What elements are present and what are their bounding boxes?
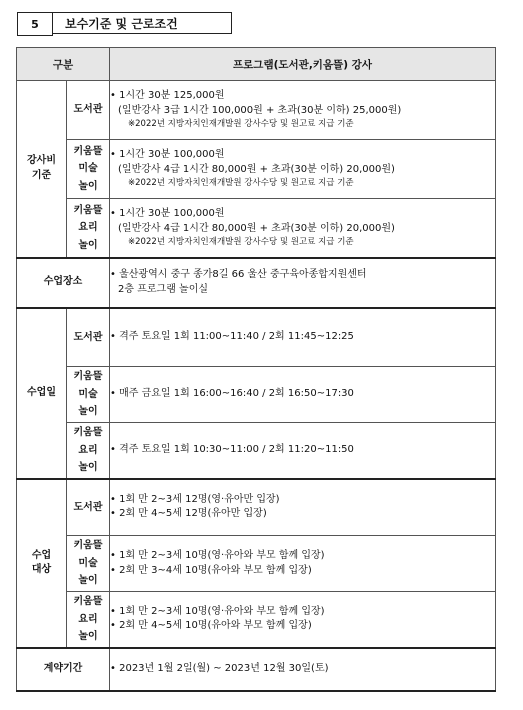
- table-header-row: [17, 48, 496, 81]
- target-label: 수업 대상: [17, 479, 67, 648]
- days-sub-cook: 키움뜰 요리 놀이: [67, 423, 110, 479]
- pay-content-cook: • 1시간 30분 100,000원 (일반강사 4급 1시간 80,000원 + 초과(30분 이하) 20,000원) ※2022년 지방자치인재개발원 강사수당 및 원고료 지급 기준: [110, 199, 496, 258]
- pay-sub-art: 키움뜰 미술 놀이: [67, 140, 110, 199]
- section-number: 5: [17, 12, 53, 36]
- header-category: 구분: [17, 48, 110, 81]
- header-program: 프로그램(도서관,키움뜰) 강사: [110, 48, 496, 81]
- table-row: [17, 479, 496, 536]
- target-content-art: • 1회 만 2~3세 10명(영·유아와 부모 함께 입장) • 2회 만 3~4세 10명(유아와 부모 함께 입장): [110, 536, 496, 592]
- table-row: [17, 199, 496, 258]
- pay-sub-cook: 키움뜰 요리 놀이: [67, 199, 110, 258]
- table-row: [17, 308, 496, 367]
- days-content-library: • 격주 토요일 1회 11:00~11:40 / 2회 11:45~12:25: [110, 308, 496, 367]
- days-sub-art: 키움뜰 미술 놀이: [67, 367, 110, 423]
- period-label: 계약기간: [17, 648, 110, 691]
- days-label: 수업일: [17, 308, 67, 479]
- section-header: [17, 12, 232, 36]
- target-sub-art: 키움뜰 미술 놀이: [67, 536, 110, 592]
- table-row: [17, 536, 496, 592]
- target-content-cook: • 1회 만 2~3세 10명(영·유아와 부모 함께 입장) • 2회 만 4~5세 10명(유아와 부모 함께 입장): [110, 592, 496, 648]
- days-content-art: • 매주 금요일 1회 16:00~16:40 / 2회 16:50~17:30: [110, 367, 496, 423]
- days-content-cook: • 격주 토요일 1회 10:30~11:00 / 2회 11:20~11:50: [110, 423, 496, 479]
- conditions-table: [16, 47, 496, 692]
- table-row: [17, 423, 496, 479]
- target-content-library: • 1회 만 2~3세 12명(영·유아만 입장) • 2회 만 4~5세 12명(유아만 입장): [110, 479, 496, 536]
- table-row: [17, 140, 496, 199]
- period-content: • 2023년 1월 2일(월) ~ 2023년 12월 30일(토): [110, 648, 496, 691]
- target-sub-cook: 키움뜰 요리 놀이: [67, 592, 110, 648]
- place-content: • 울산광역시 중구 종가8길 66 울산 중구육아종합지원센터 2층 프로그램 놀이실: [110, 258, 496, 308]
- pay-content-art: • 1시간 30분 100,000원 (일반강사 4급 1시간 80,000원 + 초과(30분 이하) 20,000원) ※2022년 지방자치인재개발원 강사수당 및 원고료 지급 기준: [110, 140, 496, 199]
- table-row: [17, 648, 496, 691]
- table-row: [17, 592, 496, 648]
- place-label: 수업장소: [17, 258, 110, 308]
- days-sub-library: 도서관: [67, 308, 110, 367]
- table-row: [17, 258, 496, 308]
- pay-label: 강사비 기준: [17, 81, 67, 258]
- target-sub-library: 도서관: [67, 479, 110, 536]
- section-title: 보수기준 및 근로조건: [53, 12, 232, 34]
- table-row: [17, 367, 496, 423]
- table-row: [17, 81, 496, 140]
- pay-sub-library: 도서관: [67, 81, 110, 140]
- pay-content-library: • 1시간 30분 125,000원 (일반강사 3급 1시간 100,000원 + 초과(30분 이하) 25,000원) ※2022년 지방자치인재개발원 강사수당 및 원고료 지급 기준: [110, 81, 496, 140]
